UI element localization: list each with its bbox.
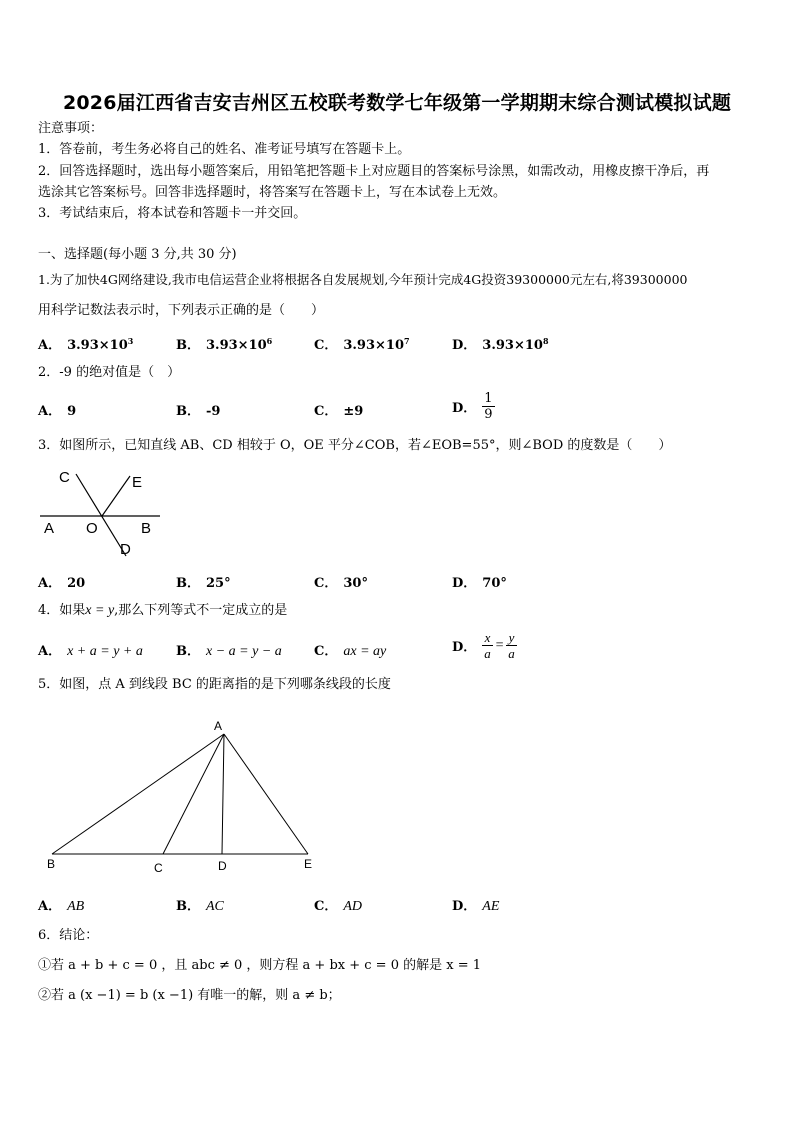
q3-option-c: C． 30° (314, 576, 368, 591)
q2-stem: 2．-9 的绝对值是（ ） (38, 365, 181, 380)
q1-line1: 1.为了加快4G网络建设,我市电信运营企业将根据各自发展规划,今年预计完成4G投资39300000元左右,将39300000 (38, 272, 688, 287)
notice-item-3: 3．考试结束后，将本试卷和答题卡一并交回。 (38, 206, 307, 221)
q5-option-b: B． AC (176, 899, 224, 914)
segment-ad (222, 734, 224, 854)
label-a: A (214, 719, 223, 733)
label-e: E (132, 474, 143, 491)
notice-item-2: 2．回答选择题时，选出每小题答案后，用铅笔把答题卡上对应题目的答案标号涂黑，如需改动，用橡皮擦干净后，再 (38, 164, 710, 179)
q5-option-a: A． AB (38, 899, 85, 914)
label-d: D (218, 859, 227, 873)
q6-conclusion-2: ②若 a (x −1) = b (x −1) 有唯一的解，则 a ≠ b； (38, 988, 341, 1003)
q1-option-c: C． $3.93\times 10^7$ (314, 336, 410, 353)
segment-ac (163, 734, 224, 854)
label-e: E (304, 857, 313, 871)
q2-option-a: A． 9 (38, 404, 77, 419)
label-d: D (120, 541, 131, 558)
q4-option-d: D． $\frac{x}{a}$ = $\frac{y}{a}$ (452, 630, 515, 661)
q1-line2: 用科学记数法表示时，下列表示正确的是（ ） (38, 303, 325, 318)
q5-option-c: C． AD (314, 899, 363, 914)
notice-item-2-cont: 选涂其它答案标号。回答非选择题时，将答案写在答题卡上，写在本试卷上无效。 (38, 185, 507, 200)
label-c: C (59, 469, 70, 486)
label-b: B (47, 857, 56, 871)
q1-option-a: A． $3.93\times 10^3$ (38, 336, 134, 353)
notice-item-1: 1．答卷前，考生务必将自己的姓名、准考证号填写在答题卡上。 (38, 142, 411, 157)
section-heading: 一、选择题(每小题 3 分,共 30 分) (38, 247, 237, 262)
segment-ab (52, 734, 224, 854)
label-o: O (86, 520, 98, 537)
q2-option-c: C． ±9 (314, 404, 364, 419)
q5-option-d: D． AE (452, 899, 500, 914)
q1-option-d: D． $3.93\times 10^8$ (452, 336, 549, 353)
line-cd (76, 474, 126, 556)
q3-option-b: B． 25° (176, 576, 231, 591)
exam-title: 2026届江西省吉安吉州区五校联考数学七年级第一学期期末综合测试模拟试题 (62, 92, 732, 114)
q1-option-b: B． $3.93\times 10^6$ (176, 336, 273, 353)
q4-stem: 4．如果x = y,那么下列等式不一定成立的是 (38, 603, 288, 618)
q6-conclusion-1: ①若 a + b + c = 0 ，且 abc ≠ 0 ，则方程 a + bx + c = 0 的解是 x = 1 (38, 958, 481, 973)
q5-figure (40, 716, 330, 878)
q3-figure (34, 462, 164, 562)
label-c: C (154, 861, 163, 875)
ray-oe (102, 476, 130, 516)
q3-option-a: A． 20 (38, 576, 86, 591)
q2-option-d: D． $\frac{1}{9}$ (452, 391, 493, 422)
q3-stem: 3．如图所示，已知直线 AB、CD 相较于 O，OE 平分∠COB，若∠EOB=55°，则∠BOD 的度数是（ ） (38, 438, 672, 453)
label-b: B (141, 520, 152, 537)
notice-heading: 注意事项： (38, 121, 104, 136)
segment-ae (224, 734, 308, 854)
q3-option-d: D． 70° (452, 576, 507, 591)
q5-stem: 5．如图，点 A 到线段 BC 的距离指的是下列哪条线段的长度 (38, 677, 391, 692)
q4-option-b: B． x − a = y − a (176, 644, 282, 659)
q2-option-b: B． -9 (176, 404, 221, 419)
q6-stem: 6．结论： (38, 928, 99, 943)
label-a: A (44, 520, 55, 537)
q4-option-c: C． ax = ay (314, 644, 387, 659)
q4-option-a: A． x + a = y + a (38, 644, 143, 659)
